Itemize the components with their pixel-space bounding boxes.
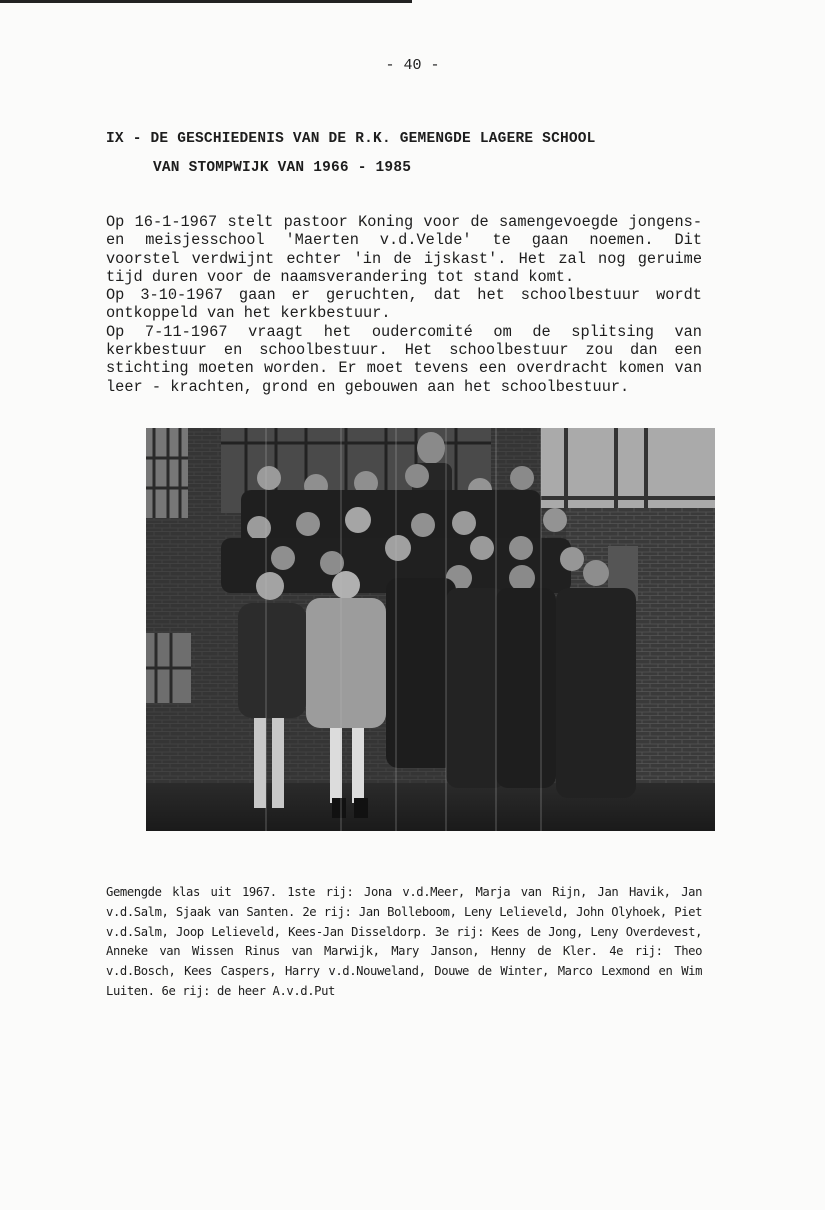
paragraph-parent-committee: Op 7-11-1967 vraagt het oudercomité om de splitsing van kerkbestuur en schoolbestuur. Het schoolbestuur zou dan een stichting moeten worden. Er moet tevens een overdracht komen van leer - krachten, grond en gebouwen aan het schoolbestuur. <box>106 322 702 396</box>
chapter-heading-line-2: VAN STOMPWIJK VAN 1966 - 1985 <box>153 160 412 176</box>
class-photo <box>146 428 715 831</box>
paragraph-rumours: Op 3-10-1967 gaan er geruchten, dat het schoolbestuur wordt ontkoppeld van het kerkbestuur. <box>106 286 702 323</box>
page-number: - 40 - <box>385 57 440 74</box>
paragraph-school-name: Op 16-1-1967 stelt pastoor Koning voor de samengevoegde jongens- en meisjesschool 'Maerten v.d.Velde' te gaan noemen. Dit voorstel verdwijnt echter 'in de ijskast'. Het zal nog geruime tijd duren voor de naamsverandering tot stand komt. <box>106 213 702 286</box>
chapter-heading-line-1: IX - DE GESCHIEDENIS VAN DE R.K. GEMENGDE LAGERE SCHOOL <box>106 131 596 147</box>
photo-caption: Gemengde klas uit 1967. 1ste rij: Jona v.d.Meer, Marja van Rijn, Jan Havik, Jan v.d.Salm, Sjaak van Santen. 2e rij: Jan Bolleboom, Leny Lelieveld, John Olyhoek, Piet v.d.Salm, Joop Lelieveld, Kees-Jan Disseldorp. 3e rij: Kees de Jong, Leny Overdevest, Anneke van Wissen Rinus van Marwijk, Mary Janson, Henny de Kler. 4e rij: Theo v.d.Bosch, Kees Caspers, Harry v.d.Nouweland, Douwe de Winter, Marco Lexmond en Wim Luiten. 6e rij: de heer A.v.d.Put <box>106 885 702 998</box>
body-text <box>106 213 702 396</box>
scan-edge-line <box>0 0 412 3</box>
